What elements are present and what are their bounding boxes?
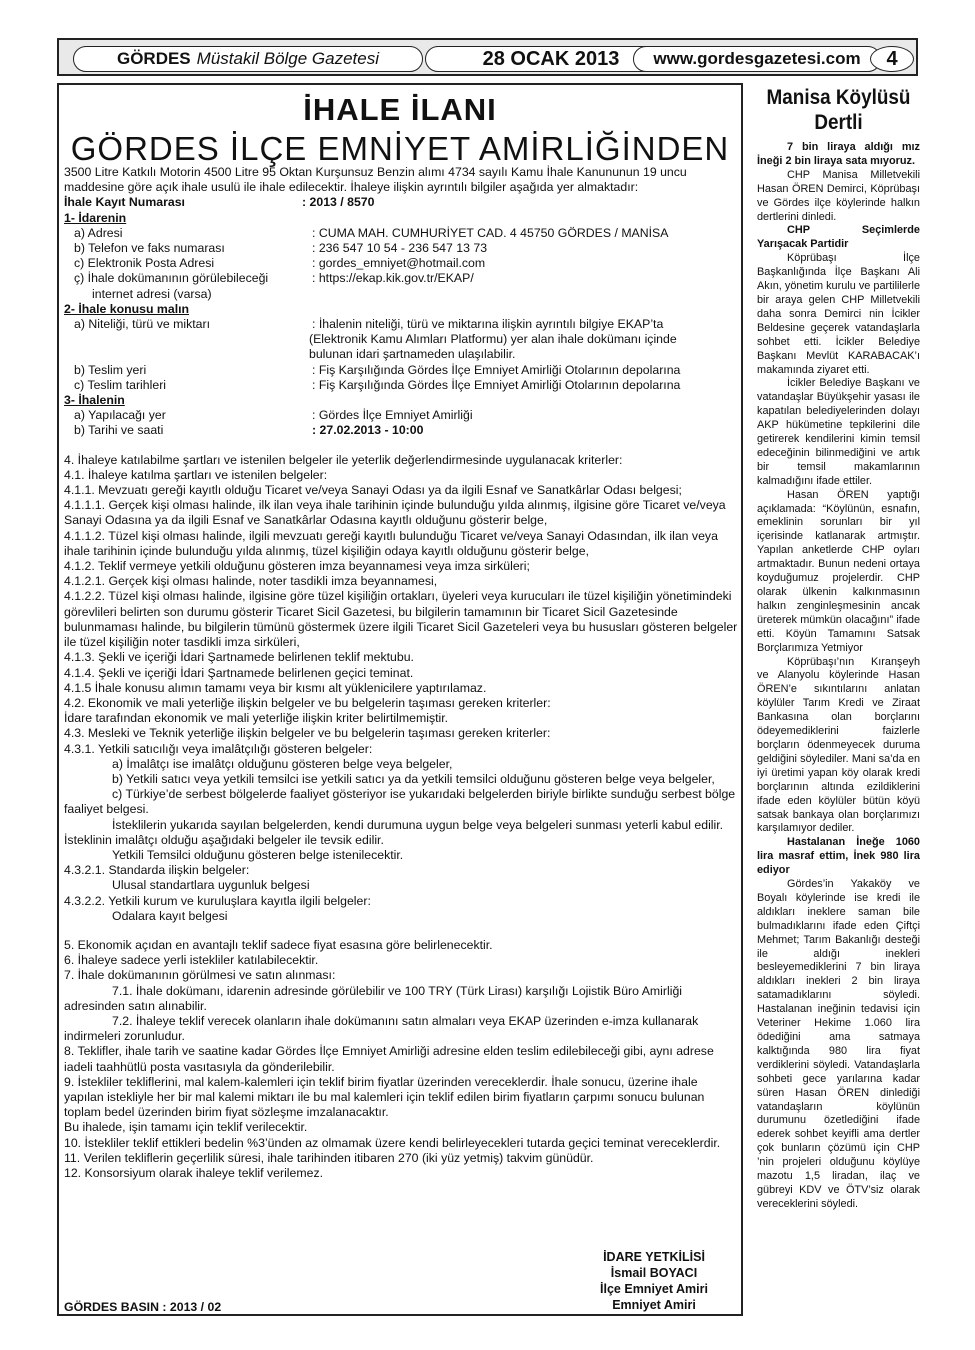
- signature-role-2: Emniyet Amiri: [612, 1298, 696, 1312]
- email-value[interactable]: : gordes_emniyet@hotmail.com: [312, 256, 486, 271]
- news-subhead-1: CHP Seçimlerde Yarışacak Partidir: [757, 224, 920, 251]
- para-7-1: 7.1. İhale dokümanı, idarenin adresinde görülebilir ve 100 TRY (Türk Lirası) karşılığı Lojistik Büro Amirliği adresinden satın alınabilir.: [64, 983, 683, 1013]
- para-4-3-2-1: 4.3.2.1. Standarda ilişkin belgeler:: [64, 863, 250, 878]
- para-4-3-1-e: Yetkili Temsilci olduğunu gösteren belge istenilecektir.: [112, 847, 404, 862]
- signature-role: İlçe Emniyet Amiri: [600, 1282, 708, 1296]
- para-4-1-1-1: 4.1.1.1. Gerçek kişi olması halinde, ilk ilan veya ihale tarihinin içinde bulunduğu yılda alınmış, ilgisine göre Ticaret ve/veya Sanayi Odasına ya da ilgili Esnaf ve Sanatkârlar Odasına kayıtlı olduğunu gösterir belge,: [64, 498, 726, 528]
- news-lead: 7 bin liraya aldığı mız İneği 2 bin liraya sata mıyoruz.: [757, 141, 920, 167]
- phone-value: : 236 547 10 54 - 236 547 13 73: [312, 241, 488, 256]
- nature-value: : İhalenin niteliği, türü ve miktarına ilişkin ayrıntılı bilgiye EKAP’ta: [312, 317, 664, 332]
- para-4-3-2-2: 4.3.2.2. Yetkili kurum ve kuruluşlara kayıtla ilgili belgeler:: [64, 893, 371, 908]
- email-label: c) Elektronik Posta Adresi: [74, 256, 215, 271]
- para-7-2: 7.2. İhaleye teklif verecek olanların ihale dokümanını satın almaları veya EKAP üzerinden e-imza kullanarak indirmeleri zorunludur.: [64, 1013, 699, 1044]
- datetime-label: b) Tarihi ve saati: [74, 423, 164, 438]
- para-9-b: Bu ihalede, işin tamamı için teklif verilecektir.: [64, 1120, 308, 1135]
- delivery-place-label: b) Teslim yeri: [74, 362, 147, 377]
- para-4-1-2: 4.1.2. Teklif vermeye yetkili olduğunu gösteren imza beyannamesi veya imza sirküleri;: [64, 559, 530, 574]
- para-4-1-3: 4.1.3. Şekli ve içeriği İdari Şartnamede belirlenen teklif mektubu.: [64, 650, 414, 665]
- signature-name: İsmail BOYACI: [610, 1266, 698, 1280]
- nature-value-2: (Elektronik Kamu Alımları Platformu) yer alan ihale dokümanı içinde: [309, 332, 677, 347]
- para-10: 10. İstekliler teklif ettikleri bedelin %3’ünden az olmamak üzere kendi belirleyecekleri tutarda geçici teminat vereceklerdir.: [64, 1135, 721, 1150]
- phone-row: [64, 241, 738, 256]
- press-code: GÖRDES BASIN : 2013 / 02: [64, 1300, 222, 1314]
- website-link[interactable]: www.gordesgazetesi.com: [633, 46, 881, 72]
- para-4-3: 4.3. Mesleki ve Teknik yeterliğe ilişkin belgeler ve bu belgelerin taşıması gereken kriterler:: [64, 726, 551, 741]
- datetime-value: : 27.02.2013 - 10:00: [312, 423, 424, 438]
- para-8: 8. Teklifler, ihale tarih ve saatine kadar Gördes İlçe Emniyet Amirliği adresine elden teslim edilebileceği gibi, aynı adrese iadeli taahhütlü posta vasıtasıyla da gönderilebilir.: [64, 1044, 714, 1074]
- para-4-3-1: 4.3.1. Yetkili satıcılığı veya imalâtçılığı gösteren belgeler:: [64, 741, 373, 756]
- para-4-2-b: İdare tarafından ekonomik ve mali yeterliğe ilişkin kriter belirtilmemiştir.: [64, 711, 449, 726]
- paper-subtitle: Müstakil Bölge Gazetesi: [196, 49, 380, 68]
- delivery-dates-label: c) Teslim tarihleri: [74, 377, 167, 392]
- registration-row: [64, 195, 738, 210]
- nature-row-2: [64, 332, 738, 347]
- delivery-place-value: : Fiş Karşılığında Gördes İlçe Emniyet Amirliği Otolarının depolarına: [312, 362, 681, 377]
- para-4-3-1-a: a) İmalâtçı ise imalâtçı olduğunu gösteren belge veya belgeler,: [112, 756, 453, 771]
- paper-name-pill: [73, 46, 423, 72]
- address-value: : CUMA MAH. CUMHURİYET CAD. 4 45750 GÖRDES / MANİSA: [312, 225, 669, 240]
- para-4: 4. İhaleye katılabilme şartları ve istenilen belgeler ile yeterlik değerlendirmesinde uygulanacak kriterler:: [64, 452, 623, 467]
- para-11: 11. Verilen tekliflerin geçerlilik süresi, ihale tarihinden itibaren 270 (iki yüz yetmiş) takvim günüdür.: [64, 1150, 594, 1165]
- phone-label: b) Telefon ve faks numarası: [74, 241, 225, 256]
- issue-date: 28 OCAK 2013: [425, 46, 677, 72]
- venue-label: a) Yapılacağı yer: [74, 408, 166, 423]
- para-4-2: 4.2. Ekonomik ve mali yeterliğe ilişkin belgeler ve bu belgelerin taşıması gereken kriterler:: [64, 695, 551, 710]
- section-2-heading: 2- İhale konusu malın: [64, 301, 190, 316]
- news-headline: Manisa Köylüsü Dertli: [766, 86, 911, 134]
- signature-title: İDARE YETKİLİSİ: [603, 1250, 705, 1264]
- para-12: 12. Konsorsiyum olarak ihaleye teklif verilemez.: [64, 1166, 324, 1180]
- news-subhead-2: Hastalanan İneğe 1060 lira masraf ettim, İnek 980 lira ediyor: [757, 836, 920, 877]
- address-row: [64, 226, 738, 241]
- delivery-place-row: [64, 363, 738, 378]
- nature-row-3: [64, 347, 738, 362]
- address-label: a) Adresi: [74, 225, 123, 240]
- delivery-dates-row: [64, 378, 738, 393]
- news-para-6: Gördes’in Yakaköy ve Boyalı köylerinde ise kredi ile aldıkları ineklere saman bile bulmadıklarını ifade eden Çiftçi Mehmet; Tarım Bakanlığı desteği ile aldığı inekleri besleyemediklerini 7 bin liraya aldıkları inekleri 2 bin liraya satamadıklarını söyledi. Hastalanan ineğinin tedavisi için Veteriner Hekime 1.060 lira ödediğini ama satmaya kalktığında 980 lira fiyat verdiklerini söyledi. Vatandaşlarla sohbeti gece yarılarına kadar süren Hasan ÖREN dinlediği vatandaşların köylünün durumunu özetlediğini ifade ederek sohbet keyifli ama dertler çok bunların çözümü için CHP ’nin projeleri olduğunu köylüye mazotu 1,5 liradan, ilaç ve gübreyi KDV ve ÖTV’siz olarak vereceklerini söyledi.: [757, 878, 920, 1210]
- news-para-3: İcikler Belediye Başkanı ve vatandaşlar Büyükşehir yasası ile kapatılan belediyelerinden dolayı AKP hükümetine tepkilerini dile getirerek kendilerini kimin temsil edeceğinin bilinmediğini ve artık bir temsil makamlarının kalmadığını ifade ettiler.: [757, 377, 920, 487]
- para-9: 9. İstekliler tekliflerini, mal kalem-kalemleri için teklif birim fiyatlar üzerinden vereceklerdir. İhale sonucu, üzerine ihale yapılan istekliyle her bir mal kalemi miktarı ile bu mal kalemleri için teklif edilen birim fiyatların çarpımı sonucu bulunan toplam bedel üzerinden birim fiyat sözleşme imzalanacaktır.: [64, 1074, 705, 1120]
- news-para-2: Köprübaşı İlçe Başkanlığında İlçe Başkanı Ali Akın, yönetim kurulu ve partililerle bir araya gelen CHP Milletvekili daha sonra Demirci nin İcikler Beldesine geçerek vatandaşlarla sohbet etti. İcikler Belediye Başkanı Mevlüt KARABACAK’ı makamında ziyaret etti.: [757, 252, 920, 376]
- para-4-1-1: 4.1.1. Mevzuatı gereği kayıtlı olduğu Ticaret ve/veya Sanayi Odası ya da ilgili Esnaf ve Sanatkârlar Odası belgesi;: [64, 483, 682, 498]
- venue-value: : Gördes İlçe Emniyet Amirliği: [312, 408, 473, 423]
- notice-body: [64, 165, 738, 1181]
- para-4-3-2-2-b: Odalara kayıt belgesi: [112, 908, 228, 923]
- para-4-3-2-1-b: Ulusal standartlara uygunluk belgesi: [112, 878, 310, 893]
- para-4-1-4: 4.1.4. Şekli ve içeriği İdari Şartnamede belirlenen geçici teminat.: [64, 665, 414, 680]
- para-6: 6. İhaleye sadece yerli istekliler katılabilecektir.: [64, 953, 319, 968]
- venue-row: [64, 408, 738, 423]
- tender-notice: [57, 83, 743, 1316]
- para-4-3-1-c: c) Türkiye’de serbest bölgelerde faaliyet gösteriyor ise yukarıdaki belgelerden biriyle birlikte sunduğu serbest bölge faaliyet belgesi.: [64, 787, 736, 817]
- news-text: [757, 141, 920, 1212]
- registration-label: İhale Kayıt Numarası: [64, 195, 185, 210]
- para-4-1-1-2: 4.1.1.2. Tüzel kişi olması halinde, ilgili mevzuatı gereği kayıtlı bulunduğu Ticaret ve/veya Sanayi Odasından, ilk ilan veya ihale tarihinin içinde bulunduğu yılda alınmış, tüzel kişiliğin odaya kayıtlı olduğunu gösterir belge,: [64, 528, 718, 558]
- news-column: [757, 85, 920, 1212]
- notice-subtitle: GÖRDES İLÇE EMNİYET AMİRLİĞİNDEN: [70, 130, 730, 167]
- para-4-1-2-2: 4.1.2.2. Tüzel kişi olması halinde, ilgisine göre tüzel kişiliğin ortakları, üyeleri veya kurucuları ile tüzel kişiliğin yönetimindeki görevlileri belirten son durumu gösterir Ticaret Sicil Gazetesi, bu bilgilerin tamamının bir Ticaret Sicil Gazetesinde bulunmaması halinde, bu bilgilerin tümünü göstermek üzere ilgili Ticaret Sicil Gazeteleri veya bu hususları gösteren belgeler ile tüzel kişiliğin noter tasdikli imza sirküleri,: [64, 589, 738, 650]
- para-4-1-5: 4.1.5 İhale konusu alımın tamamı veya bir kısmı alt yüklenicilere yaptırılamaz.: [64, 680, 487, 695]
- nature-label: a) Niteliği, türü ve miktarı: [74, 317, 210, 332]
- email-row: [64, 256, 738, 271]
- news-para-5: Köprübaşı’nın Kıranşeyh ve Alanyolu köylerinde Hasan ÖREN’e sıkıntılarını anlatan köylüler Tarım Kredi ve Ziraat Bankasına olan borçlarını ödeyemediklerini faizlerle borçların ödenmeyecek duruma geldiğini söylediler. Mani sa’da en iyi üretimi yapan köy olarak kredi borçlarının altında ezildiklerini ifade eden köylüler bütün köyü satsak bankaya olan borçlarımızı karşılamıyor dediler.: [757, 655, 920, 835]
- para-4-3-1-b: b) Yetkili satıcı veya yetkili temsilci ise yetkili satıcı ya da yetkili temsilci olduğunu gösteren belge veya belgeler,: [112, 771, 715, 786]
- section-3-heading: 3- İhalenin: [64, 393, 125, 408]
- section-1-heading: 1- İdarenin: [64, 210, 127, 225]
- ekap-label: ç) İhale dokümanının görülebileceği: [74, 271, 269, 286]
- nature-value-3: bulunan idari şartnameden ulaşılabilir.: [309, 347, 516, 362]
- news-para-1: CHP Manisa Milletvekili Hasan ÖREN Demirci, Köprübaşı ve Gördes ilçe köylerinde halkın dertlerini dinledi.: [757, 168, 920, 223]
- para-4-3-1-d: İsteklilerin yukarıda sayılan belgelerden, kendi durumuna uygun belge veya belgeleri sunması yeterli kabul edilir. İsteklinin imalâtçı olduğu aşağıdaki belgeler ile tevsik edilir.: [64, 817, 724, 847]
- ekap-label-cont: internet adresi (varsa): [92, 286, 212, 301]
- notice-title: İHALE İLANI: [303, 92, 497, 127]
- ekap-row: [64, 271, 738, 286]
- para-7: 7. İhale dokümanının görülmesi ve satın alınması:: [64, 968, 336, 983]
- para-4-1: 4.1. İhaleye katılma şartları ve istenilen belgeler:: [64, 467, 328, 482]
- paper-name: GÖRDES: [116, 49, 191, 68]
- para-4-1-2-1: 4.1.2.1. Gerçek kişi olması halinde, noter tasdikli imza beyannamesi,: [64, 574, 438, 589]
- news-para-4: Hasan ÖREN yaptığı açıklamada: “Köylünün, esnafın, emeklinin sorunları bir yıl içerisinde katlanarak artmıştır. Yapılan anketlerde CHP oyları artmaktadır. Bunun nedeni ortaya koyduğumuz projelerdir. CHP olarak ülkenin kalkınmasının halkın zenginleşmesinin ancak üreterek mümkün olacağını” ifade etti. Köyün Tamamını Satsak Borçlarımıza Yetmiyor: [757, 488, 920, 654]
- datetime-row: [64, 423, 738, 438]
- signature-block: [584, 1249, 724, 1313]
- nature-row: [64, 317, 738, 332]
- ekap-url[interactable]: : https://ekap.kik.gov.tr/EKAP/: [312, 271, 474, 286]
- delivery-dates-value: : Fiş Karşılığında Gördes İlçe Emniyet Amirliği Otolarının depolarına: [312, 377, 681, 392]
- masthead: [57, 38, 918, 76]
- registration-value: : 2013 / 8570: [302, 195, 375, 210]
- page-number: 4: [870, 46, 914, 72]
- notice-intro: 3500 Litre Katkılı Motorin 4500 Litre 95 Oktan Kurşunsuz Benzin alımı 4734 sayılı Kamu İhale Kanununun 19 uncu maddesine göre açık ihale usulü ile ihale edilecektir. İhaleye ilişkin ayrıntılı bilgiler aşağıda yer almaktadır:: [64, 165, 687, 195]
- para-5: 5. Ekonomik açıdan en avantajlı teklif sadece fiyat esasına göre belirlenecektir.: [64, 937, 493, 952]
